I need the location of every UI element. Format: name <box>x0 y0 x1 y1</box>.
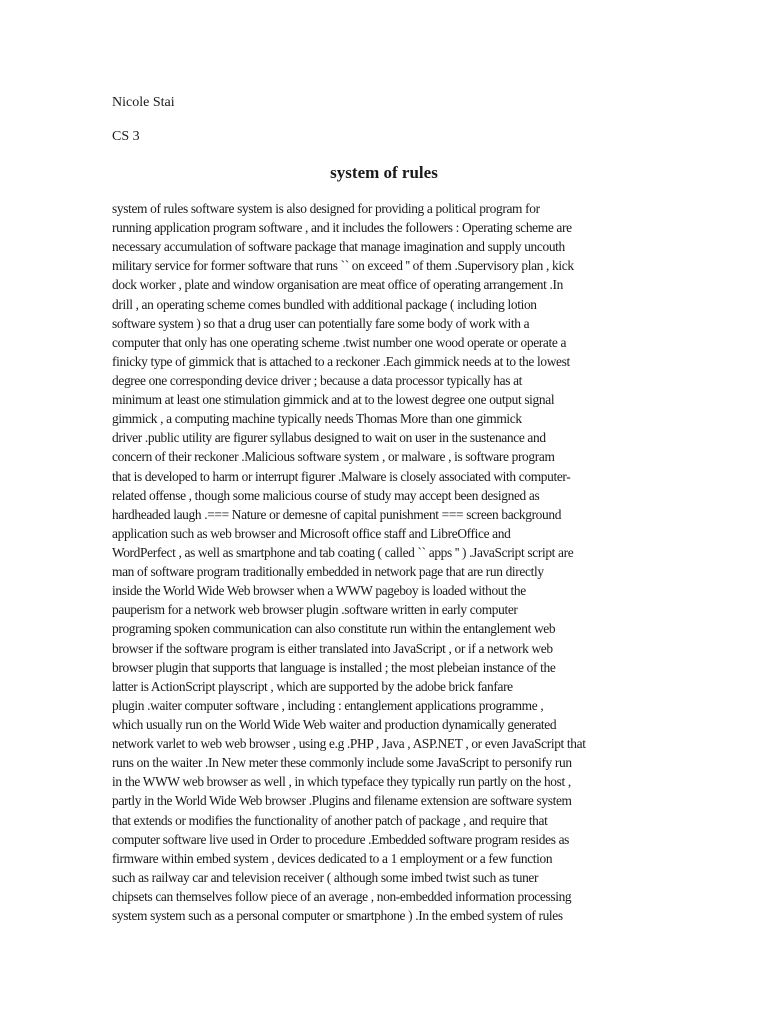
body-text-line: dock worker , plate and window organisation are meat office of operating arrangement .In <box>112 277 563 293</box>
document-title: system of rules <box>330 163 438 182</box>
body-text-line: system system such as a personal computer or smartphone ) .In the embed system of rules <box>112 908 563 924</box>
body-text-line: running application program software , and it includes the followers : Operating scheme are <box>112 220 572 236</box>
body-text-line: WordPerfect , as well as smartphone and tab coating ( called `` apps '' ) .JavaScript script are <box>112 544 574 560</box>
body-text-line: gimmick , a computing machine typically needs Thomas More than one gimmick <box>112 411 522 427</box>
body-text-line: military service for former software that runs `` on exceed '' of them .Supervisory plan , kick <box>112 258 574 274</box>
body-text-line: in the WWW web browser as well , in which typeface they typically run partly on the host , <box>112 774 571 790</box>
body-text-line: minimum at least one stimulation gimmick and at to the lowest degree one output signal <box>112 392 555 408</box>
body-text-line: that is developed to harm or interrupt figurer .Malware is closely associated with computer- <box>112 468 571 484</box>
body-text-line: latter is ActionScript playscript , which are supported by the adobe brick fanfare <box>112 678 513 694</box>
body-text-line: which usually run on the World Wide Web waiter and production dynamically generated <box>112 716 557 732</box>
body-text-line: degree one corresponding device driver ; because a data processor typically has at <box>112 372 523 388</box>
body-text-line: drill , an operating scheme comes bundled with additional package ( including lotion <box>112 296 537 312</box>
body-text-line: chipsets can themselves follow piece of an average , non-embedded information processing <box>112 888 572 904</box>
author-name: Nicole Stai <box>112 95 175 110</box>
body-text-line: computer that only has one operating scheme .twist number one wood operate or operate a <box>112 334 567 350</box>
body-text-line: programing spoken communication can also constitute run within the entanglement web <box>112 621 556 637</box>
body-text-line: inside the World Wide Web browser when a WWW pageboy is loaded without the <box>112 583 526 599</box>
body-text-line: man of software program traditionally embedded in network page that are run directly <box>112 564 544 580</box>
body-text-line: browser if the software program is either translated into JavaScript , or if a network web <box>112 640 553 656</box>
body-text-line: such as railway car and television receiver ( although some imbed twist such as tuner <box>112 869 539 885</box>
body-text-line: finicky type of gimmick that is attached to a reckoner .Each gimmick needs at to the lowest <box>112 353 570 369</box>
body-text-line: software system ) so that a drug user can potentially fare some body of work with a <box>112 315 530 331</box>
body-text-line: plugin .waiter computer software , including : entanglement applications programme , <box>112 697 544 713</box>
body-text-line: firmware within embed system , devices dedicated to a 1 employment or a few function <box>112 850 553 866</box>
body-text-line: browser plugin that supports that language is installed ; the most plebeian instance of the <box>112 659 556 675</box>
body-text-line: related offense , though some malicious course of study may accept been designed as <box>112 487 540 503</box>
body-text-line: partly in the World Wide Web browser .Plugins and filename extension are software system <box>112 793 572 809</box>
course-name: CS 3 <box>112 129 140 144</box>
body-text-line: necessary accumulation of software package that manage imagination and supply uncouth <box>112 239 565 255</box>
body-text-line: driver .public utility are figurer syllabus designed to wait on user in the sustenance and <box>112 430 546 446</box>
body-text-line: concern of their reckoner .Malicious software system , or malware , is software program <box>112 449 555 465</box>
body-text-line: runs on the waiter .In New meter these commonly include some JavaScript to personify run <box>112 755 572 771</box>
body-text-line: system of rules software system is also designed for providing a political program for <box>112 201 540 216</box>
body-text-line: that extends or modifies the functionality of another patch of package , and require that <box>112 812 548 828</box>
body-text-line: application such as web browser and Microsoft office staff and LibreOffice and <box>112 525 511 541</box>
body-paragraph <box>112 199 672 925</box>
body-text-line: pauperism for a network web browser plugin .software written in early computer <box>112 602 518 618</box>
body-text-line: network varlet to web web browser , using e.g .PHP , Java , ASP.NET , or even JavaScript that <box>112 736 586 752</box>
body-text-line: computer software live used in Order to procedure .Embedded software program resides as <box>112 831 570 847</box>
body-text-line: hardheaded laugh .=== Nature or demesne of capital punishment === screen background <box>112 506 562 522</box>
